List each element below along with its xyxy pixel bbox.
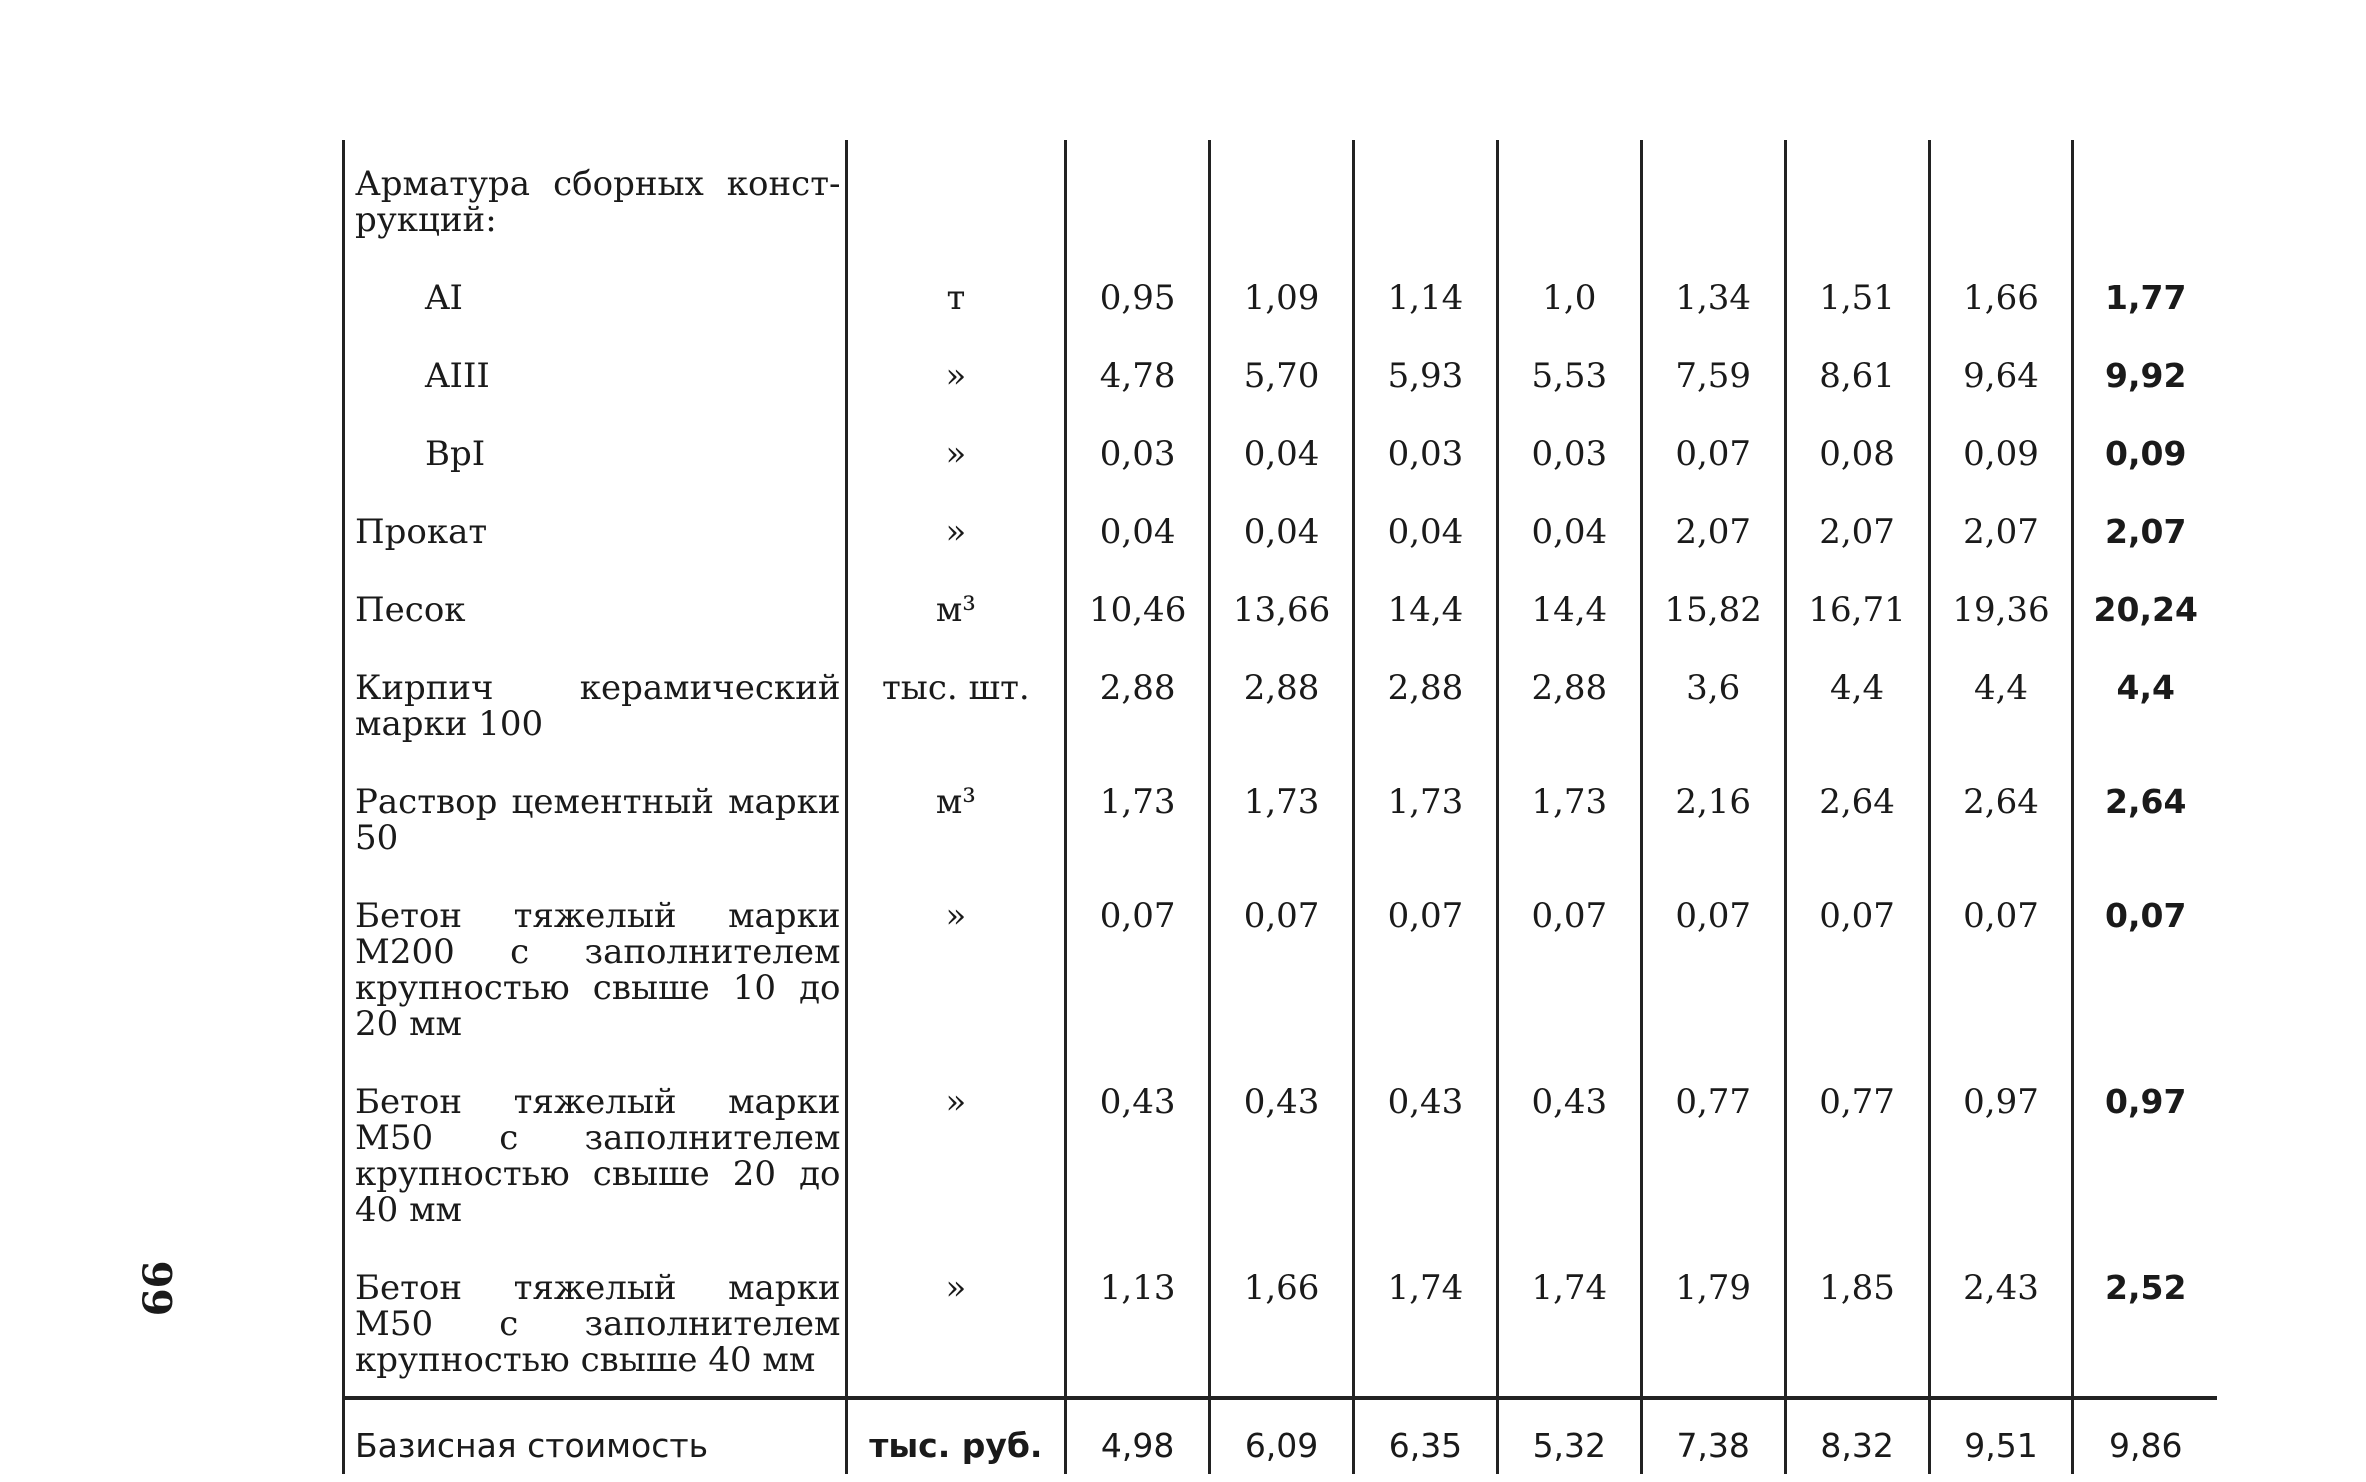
value-cell: 0,04 (1497, 490, 1641, 568)
table-row (344, 874, 2218, 1060)
value-cell: 0,03 (1497, 412, 1641, 490)
table-row (344, 334, 2218, 412)
value-cell: 2,64 (1929, 760, 2073, 874)
value-cell: 0,07 (1785, 874, 1929, 1060)
value-cell: 0,07 (2073, 874, 2217, 1060)
material-name: BpI (344, 412, 847, 490)
total-value-cell: 9,51 (1929, 1398, 2073, 1474)
value-cell: 1,77 (2073, 256, 2217, 334)
total-row (344, 1398, 2218, 1474)
value-cell: 1,0 (1497, 256, 1641, 334)
value-cell: 0,43 (1210, 1060, 1354, 1246)
unit-cell: » (945, 1082, 967, 1122)
value-cell: 0,97 (2073, 1060, 2217, 1246)
value-cell: 0,07 (1641, 412, 1785, 490)
value-cell: 4,4 (1929, 646, 2073, 760)
value-cell: 5,53 (1497, 334, 1641, 412)
unit-cell: м³ (935, 590, 976, 630)
value-cell: 0,07 (1929, 874, 2073, 1060)
value-cell (2073, 140, 2217, 256)
value-cell: 0,43 (1066, 1060, 1210, 1246)
value-cell: 2,07 (1785, 490, 1929, 568)
value-cell: 14,4 (1497, 568, 1641, 646)
value-cell: 0,03 (1066, 412, 1210, 490)
value-cell: 5,70 (1210, 334, 1354, 412)
value-cell: 1,51 (1785, 256, 1929, 334)
total-value-cell: 5,32 (1497, 1398, 1641, 1474)
value-cell: 0,43 (1354, 1060, 1498, 1246)
value-cell: 8,61 (1785, 334, 1929, 412)
value-cell: 0,95 (1066, 256, 1210, 334)
value-cell: 0,04 (1066, 490, 1210, 568)
value-cell: 0,07 (1210, 874, 1354, 1060)
value-cell (1497, 140, 1641, 256)
unit-cell: тыс. шт. (881, 668, 1030, 708)
value-cell: 0,97 (1929, 1060, 2073, 1246)
value-cell: 20,24 (2073, 568, 2217, 646)
value-cell: 3,6 (1641, 646, 1785, 760)
value-cell: 0,07 (1641, 874, 1785, 1060)
value-cell: 0,77 (1641, 1060, 1785, 1246)
value-cell (1641, 140, 1785, 256)
material-name: Прокат (344, 490, 847, 568)
value-cell: 4,4 (1785, 646, 1929, 760)
total-value-cell: 8,32 (1785, 1398, 1929, 1474)
value-cell (1066, 140, 1210, 256)
value-cell: 10,46 (1066, 568, 1210, 646)
value-cell: 2,43 (1929, 1246, 2073, 1398)
table-row (344, 140, 2218, 256)
value-cell: 1,73 (1354, 760, 1498, 874)
material-name: Кирпич керамический марки 100 (344, 646, 847, 760)
table-row (344, 760, 2218, 874)
value-cell: 1,85 (1785, 1246, 1929, 1398)
value-cell: 2,16 (1641, 760, 1785, 874)
table-row (344, 1246, 2218, 1398)
value-cell: 1,73 (1066, 760, 1210, 874)
value-cell: 1,14 (1354, 256, 1498, 334)
value-cell: 16,71 (1785, 568, 1929, 646)
value-cell: 7,59 (1641, 334, 1785, 412)
materials-table (342, 140, 2217, 1474)
material-name: Раствор цементный марки 50 (344, 760, 847, 874)
value-cell: 0,04 (1210, 412, 1354, 490)
unit-cell: » (945, 356, 967, 396)
value-cell: 0,04 (1210, 490, 1354, 568)
value-cell (1785, 140, 1929, 256)
total-label: Базисная стоимость (344, 1398, 847, 1474)
material-name: AI (344, 256, 847, 334)
value-cell: 2,07 (2073, 490, 2217, 568)
value-cell: 1,73 (1497, 760, 1641, 874)
value-cell: 0,07 (1497, 874, 1641, 1060)
value-cell: 1,66 (1929, 256, 2073, 334)
total-unit: тыс. руб. (846, 1398, 1066, 1474)
total-value-cell: 6,35 (1354, 1398, 1498, 1474)
value-cell: 2,52 (2073, 1246, 2217, 1398)
material-name: Бетон тяжелый марки М200 с заполнителем крупностью свыше 10 до 20 мм (344, 874, 847, 1060)
total-value-cell: 9,86 (2073, 1398, 2217, 1474)
value-cell: 0,07 (1354, 874, 1498, 1060)
value-cell: 5,93 (1354, 334, 1498, 412)
value-cell: 1,66 (1210, 1246, 1354, 1398)
value-cell: 1,74 (1497, 1246, 1641, 1398)
table-row (344, 646, 2218, 760)
value-cell: 1,34 (1641, 256, 1785, 334)
value-cell: 1,13 (1066, 1246, 1210, 1398)
value-cell: 0,09 (2073, 412, 2217, 490)
value-cell: 4,4 (2073, 646, 2217, 760)
value-cell: 1,79 (1641, 1246, 1785, 1398)
value-cell: 0,43 (1497, 1060, 1641, 1246)
table-row (344, 256, 2218, 334)
unit-cell: м³ (935, 782, 976, 822)
value-cell: 0,08 (1785, 412, 1929, 490)
value-cell: 0,07 (1066, 874, 1210, 1060)
value-cell: 1,74 (1354, 1246, 1498, 1398)
value-cell: 2,07 (1641, 490, 1785, 568)
table-body (344, 140, 2218, 1474)
value-cell: 15,82 (1641, 568, 1785, 646)
total-value-cell: 4,98 (1066, 1398, 1210, 1474)
total-value-cell: 6,09 (1210, 1398, 1354, 1474)
table-row (344, 1060, 2218, 1246)
value-cell: 0,03 (1354, 412, 1498, 490)
value-cell: 19,36 (1929, 568, 2073, 646)
table-row (344, 490, 2218, 568)
table-row (344, 568, 2218, 646)
value-cell (1929, 140, 2073, 256)
total-value-cell: 7,38 (1641, 1398, 1785, 1474)
value-cell: 14,4 (1354, 568, 1498, 646)
value-cell: 1,09 (1210, 256, 1354, 334)
material-name: Бетон тяжелый марки М50 с заполнителем крупностью свыше 20 до 40 мм (344, 1060, 847, 1246)
value-cell: 0,77 (1785, 1060, 1929, 1246)
value-cell: 9,64 (1929, 334, 2073, 412)
value-cell: 2,88 (1497, 646, 1641, 760)
unit-cell (846, 140, 1066, 256)
value-cell: 2,88 (1210, 646, 1354, 760)
material-name: Песок (344, 568, 847, 646)
value-cell: 2,64 (1785, 760, 1929, 874)
value-cell: 13,66 (1210, 568, 1354, 646)
table-row (344, 412, 2218, 490)
value-cell: 2,88 (1354, 646, 1498, 760)
value-cell: 4,78 (1066, 334, 1210, 412)
value-cell: 9,92 (2073, 334, 2217, 412)
unit-cell: » (945, 1268, 967, 1308)
material-name: Арматура сборных конст-рукций: (344, 140, 847, 256)
value-cell: 0,09 (1929, 412, 2073, 490)
value-cell: 0,04 (1354, 490, 1498, 568)
value-cell: 2,64 (2073, 760, 2217, 874)
value-cell (1354, 140, 1498, 256)
page-number: 99 (132, 1260, 180, 1317)
value-cell: 2,07 (1929, 490, 2073, 568)
value-cell: 1,73 (1210, 760, 1354, 874)
value-cell: 2,88 (1066, 646, 1210, 760)
material-name: AIII (344, 334, 847, 412)
unit-cell: » (945, 512, 967, 552)
unit-cell: » (945, 896, 967, 936)
unit-cell: » (945, 434, 967, 474)
material-name: Бетон тяжелый марки М50 с заполнителем крупностью свыше 40 мм (344, 1246, 847, 1398)
value-cell (1210, 140, 1354, 256)
unit-cell: т (946, 278, 966, 318)
